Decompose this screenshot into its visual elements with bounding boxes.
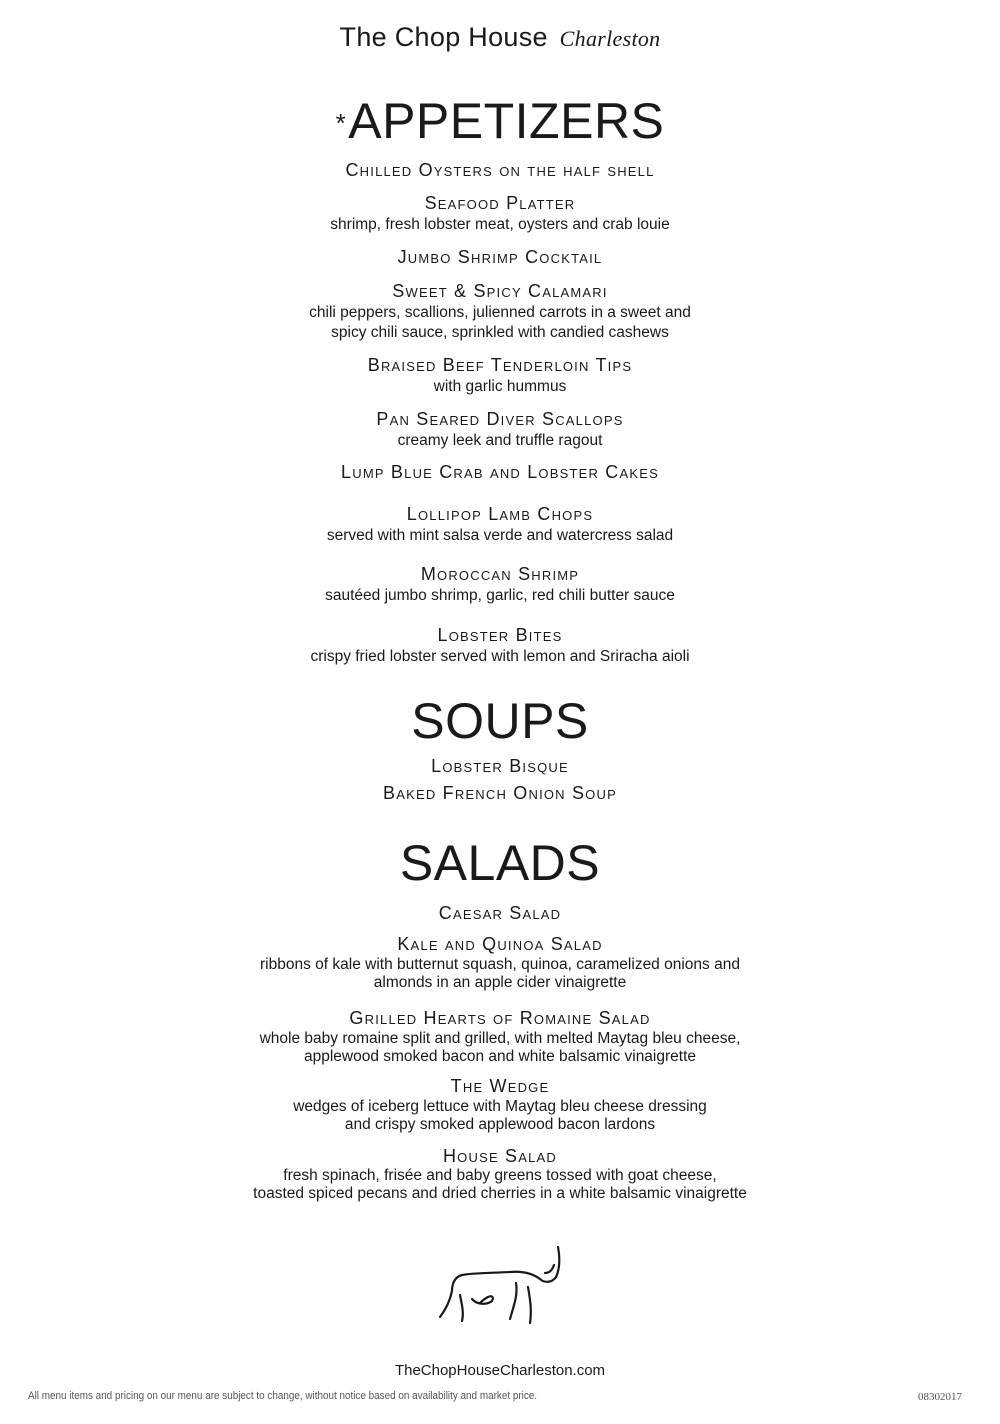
menu-item-name: House Salad xyxy=(442,1146,557,1166)
menu-item-name: Seafood Platter xyxy=(424,193,576,213)
menu-item-desc: applewood smoked bacon and white balsamic vinaigrette xyxy=(303,1048,697,1065)
menu-item-name: Grilled Hearts of Romaine Salad xyxy=(349,1008,651,1028)
menu-item-desc: creamy leek and truffle ragout xyxy=(397,432,603,449)
menu-item-desc: and crispy smoked applewood bacon lardons xyxy=(344,1116,656,1133)
menu-item-desc: sautéed jumbo shrimp, garlic, red chili butter sauce xyxy=(325,587,675,604)
menu-item-desc: ribbons of kale with butternut squash, quinoa, caramelized onions and xyxy=(260,956,740,973)
restaurant-header xyxy=(0,22,1000,53)
menu-date-code: 08302017 xyxy=(918,1391,962,1403)
menu-item-desc: shrimp, fresh lobster meat, oysters and crab louie xyxy=(330,216,670,233)
menu-item-name: Lobster Bites xyxy=(437,625,563,645)
menu-item-desc: served with mint salsa verde and watercress salad xyxy=(326,527,674,544)
soups-title: SOUPS xyxy=(411,693,589,749)
menu-item-name: Caesar Salad xyxy=(438,903,562,923)
bull-line-drawing-icon xyxy=(432,1243,572,1353)
menu-item-desc: fresh spinach, frisée and baby greens tossed with goat cheese, xyxy=(283,1167,717,1184)
menu-item-name: Kale and Quinoa Salad xyxy=(397,934,603,954)
menu-item-name: Lollipop Lamb Chops xyxy=(406,504,594,524)
restaurant-name: The Chop House xyxy=(339,22,548,52)
asterisk-marker: * xyxy=(335,108,347,138)
menu-item-desc: toasted spiced pecans and dried cherries in a white balsamic vinaigrette xyxy=(253,1185,747,1202)
menu-item-name: Baked French Onion Soup xyxy=(383,783,617,803)
menu-item-name: Sweet & Spicy Calamari xyxy=(392,281,608,301)
menu-item-desc: crispy fried lobster served with lemon and Sriracha aioli xyxy=(310,648,690,665)
menu-item-desc: whole baby romaine split and grilled, with melted Maytag bleu cheese, xyxy=(259,1030,741,1047)
appetizers-title xyxy=(0,93,1000,149)
menu-item-name: Pan Seared Diver Scallops xyxy=(376,409,624,429)
menu-item-name: Moroccan Shrimp xyxy=(420,564,580,584)
salads-title: SALADS xyxy=(399,835,601,891)
menu-item-desc: with garlic hummus xyxy=(433,378,567,395)
restaurant-city: Charleston xyxy=(559,26,661,51)
menu-item-name: Chilled Oysters on the half shell xyxy=(345,160,655,180)
menu-item-name: Lump Blue Crab and Lobster Cakes xyxy=(341,462,659,482)
menu-item-desc: chili peppers, scallions, julienned carrots in a sweet and xyxy=(309,304,691,321)
menu-item-name: Braised Beef Tenderloin Tips xyxy=(367,355,633,375)
menu-item-desc: spicy chili sauce, sprinkled with candied cashews xyxy=(331,324,669,341)
menu-item-name: Lobster Bisque xyxy=(431,756,569,776)
menu-item-desc: almonds in an apple cider vinaigrette xyxy=(373,974,627,991)
menu-item-desc: wedges of iceberg lettuce with Maytag bleu cheese dressing xyxy=(293,1098,707,1115)
pricing-disclaimer: All menu items and pricing on our menu are subject to change, without notice based on availability and market price. xyxy=(28,1390,538,1402)
appetizers-title-text: APPETIZERS xyxy=(348,93,665,149)
menu-item-name: The Wedge xyxy=(450,1076,550,1096)
website-url[interactable]: TheChopHouseCharleston.com xyxy=(394,1362,606,1379)
menu-item-name: Jumbo Shrimp Cocktail xyxy=(397,247,603,267)
